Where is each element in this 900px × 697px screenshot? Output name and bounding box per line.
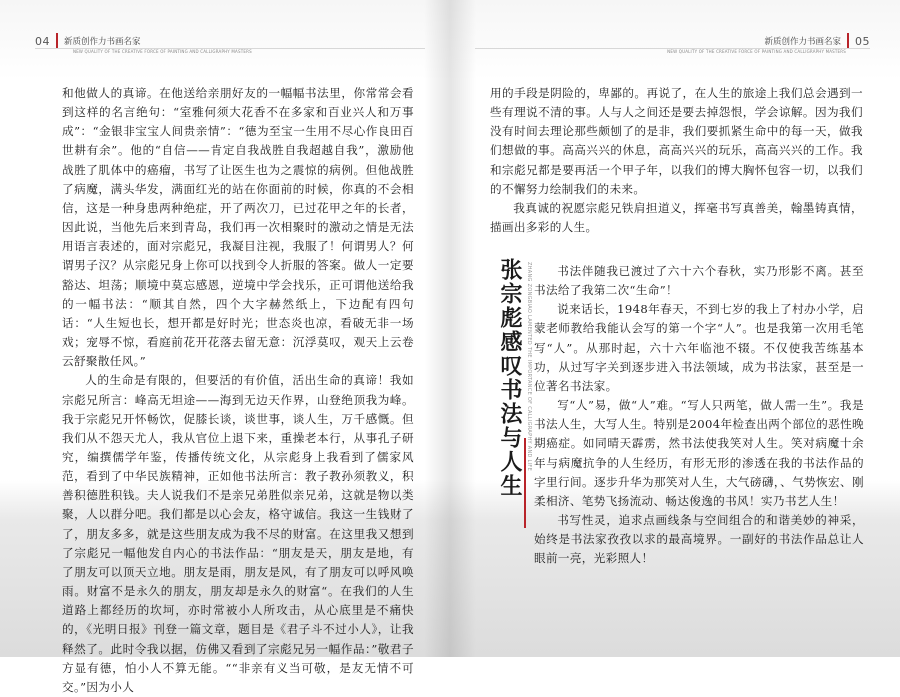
header-accent-bar xyxy=(847,33,849,49)
title-accent-bar xyxy=(524,438,526,528)
header-accent-bar xyxy=(56,33,58,49)
right-paragraph-6: 书写性灵，追求点画线条与空间组合的和谐美妙的神采，始终是书法家孜孜以求的最高境界。一副好的书法作品总让人眼前一亮，光彩照人！ xyxy=(534,513,864,566)
right-paragraph-5: 写“人”易，做“人”难。“写人只两笔，做人需一生”。我是书法人生，大写人生。特别是2004年检查出两个部位的恶性晚期癌症。如同晴天霹雳，然书法使我笑对人生。笑对病魔十余年与病魔抗争的人生经历，有形无形的渗透在我的书法作品的字里行间。逐步升华为那笑对人生，大气磅礴，、气势恢宏、刚柔相济、笔势飞扬流动、畅达俊逸的书风！实乃书艺人生！ xyxy=(534,398,864,508)
right-paragraph-3: 书法伴随我已渡过了六十六个春秋，实乃形影不离。甚至书法给了我第二次“生命”！ xyxy=(534,264,864,298)
right-paragraph-1: 用的手段是阴险的，卑鄙的。再说了，在人生的旅途上我们总会遇到一些有理说不清的事。人与人之间还是要去掉怨恨，学会谅解。因为我们没有时间去理论那些颇刨了的是非，我们要抓紧生命中的每一天，做我们想做的事。高高兴兴的休息，高高兴兴的玩乐，高高兴兴的工作。我和宗彪兄都是要再活一个甲子年，以我们的博大胸怀包容一切，以我们的不懈努力绘制我们的未来。 xyxy=(490,86,863,196)
left-page-number: 04 xyxy=(35,35,50,48)
right-page xyxy=(450,0,900,657)
right-page-number: 05 xyxy=(855,35,870,48)
left-paragraph-2: 人的生命是有限的，但要活的有价值，活出生命的真谛！我如宗彪兄所言：峰高无坦途——海到无边天作界，山登绝顶我为峰。我于宗彪兄开怀畅饮，促膝长谈，谈世事，谈人生，万千感慨。但我们从不怨天尤人，我从官位上退下来，重操老本行，从事孔子研究，编撰儒学年鉴，传播传统文化，从宗彪身上我看到了儒家风范，看到了中华民族精神，正如他书法所言：教子教孙须教义，积善积德胜积钱。夫人说我们不是亲兄弟胜似亲兄弟，这就是物以类聚，人以群分吧。我们都是以心会友，格守诚信。我这一生钱财了了，朋友多多，就是这些朋友成为我不尽的财富。在这里我又想到了宗彪兄一幅他发自内心的书法作品：“朋友是天，朋友是地，有了朋友可以顶天立地。朋友是雨，朋友是风，有了朋友可以呼风唤雨。财富不是永久的朋友，朋友却是永久的财富“。在我们的人生道路上都经历的坎坷，亦时常被小人所攻击，从心底里是不痛快的，《光明日报》刊登一篇文章，题目是《君子斗不过小人》，让我释然了。此时令我以据，仿佛又看到了宗彪兄另一幅作品：”敬君子方显有德，怕小人不算无能。““非亲有义当可敬，是友无情不可交。”因为小人 xyxy=(62,373,414,694)
left-page-header xyxy=(35,30,252,54)
left-header-title: 新质创作力书画名家 xyxy=(64,36,141,47)
left-header-subtitle: NEW QUALITY OF THE CREATIVE FORCE OF PAINTING AND CALLIGRAPHY MASTERS xyxy=(73,49,252,54)
right-header-title: 新质创作力书画名家 xyxy=(764,36,841,47)
right-body-text-top xyxy=(490,84,863,237)
right-header-subtitle: NEW QUALITY OF THE CREATIVE FORCE OF PAINTING AND CALLIGRAPHY MASTERS xyxy=(667,49,846,54)
right-paragraph-2: 我真诚的祝愿宗彪兄铁肩担道义，挥毫书写真善美，翰墨铸真情，描画出多彩的人生。 xyxy=(490,200,863,235)
left-header-divider xyxy=(35,48,425,49)
article-subtitle-english: ZHANG ZONGBIAO LAMENTED THE IMPORTANCE OF CALLIGRAPHY AND LIFE xyxy=(526,262,532,472)
left-page xyxy=(0,0,450,694)
right-paragraph-4: 说来话长，1948年春天，不到七岁的我上了村办小学，启蒙老师教给我能认会写的第一个字“人”。也是我第一次用毛笔写“人”。从那时起，六十六年临池不辍。不仅使我苦练基本功，从过写字关到逐步进入书法领域，成为书法家，甚至是一位著名书法家。 xyxy=(534,302,864,393)
right-header-divider xyxy=(475,48,870,49)
left-body-text xyxy=(62,84,414,697)
right-gutter-shadow xyxy=(450,0,476,657)
article-title: 张宗彪感叹书法与人生 xyxy=(497,258,522,498)
right-page-header xyxy=(667,30,870,54)
left-gutter-shadow xyxy=(424,0,450,657)
right-body-text-bottom xyxy=(534,262,864,569)
left-paragraph-1: 和他做人的真谛。在他送给亲朋好友的一幅幅书法里，你常常会看到这样的名言绝句：“室雅何须大花香不在多家和百业兴人和万事成”：“金银非宝宝人间贵亲情”：“德为至宝一生用不尽心作良田百世耕有余”。他的“自信——肯定自我战胜自我超越自我”，激励他战胜了肌体中的癌瘤，书写了让医生也为之震惊的病例。但他战胜了病魔，满头华发，满面红光的站在你面前的时候，你真的不会相信，这是一种身患两种绝症，开了两次刀，已过花甲之年的长者，因此说，当他先后来到青岛，我们再一次相聚时的激动之情是无法用语言表述的，面对宗彪兄，我凝目注视，我服了！何谓男人？何谓男子汉？从宗彪兄身上你可以找到令人折服的答案。做人一定要豁达、坦荡；顺境中莫忘感恩，逆境中学会找乐，正可谓他送给我的一幅书法：“顺其自然，四个大字赫然纸上，下边配有四句话：“人生短也长，想开都是好时光；世态炎也凉，看破无非一场戏；宠辱不惊，看庭前花开花落去留无意：沉浮莫叹，观天上云卷云舒聚散任风。” xyxy=(62,86,414,369)
